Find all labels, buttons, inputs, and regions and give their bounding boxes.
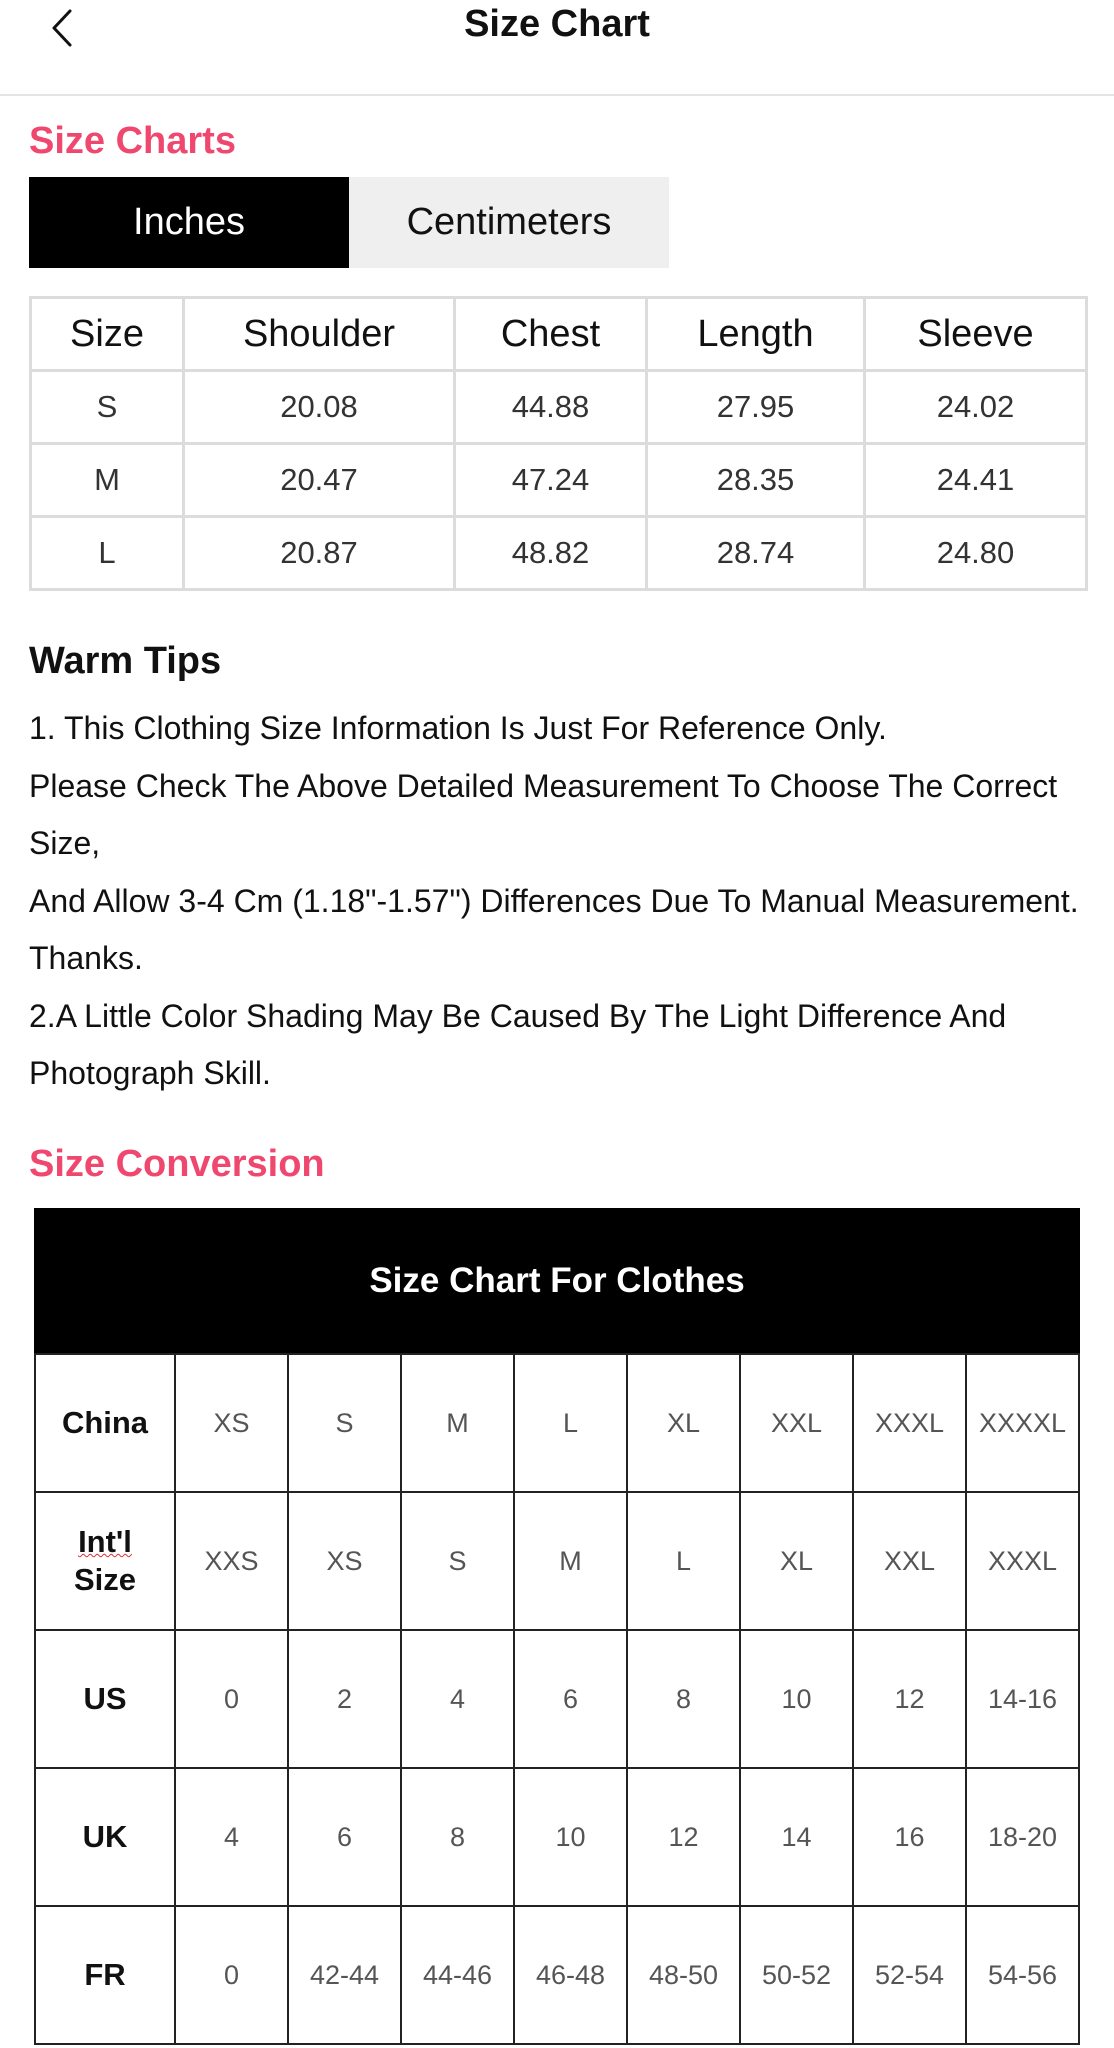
size-charts-title: Size Charts [29, 120, 236, 162]
warm-tips-title: Warm Tips [29, 640, 222, 682]
conversion-cell: 12 [627, 1768, 740, 1906]
conversion-table-title: Size Chart For Clothes [34, 1208, 1080, 1353]
length-cell: 28.35 [647, 444, 865, 517]
conversion-cell: 52-54 [853, 1906, 966, 2044]
conversion-cell: 44-46 [401, 1906, 514, 2044]
warm-tips-body [29, 700, 1089, 1103]
conversion-cell: 0 [175, 1630, 288, 1768]
unit-toggle [29, 177, 669, 268]
table-row [31, 444, 1087, 517]
conversion-cell: XS [175, 1354, 288, 1492]
conversion-cell: L [514, 1354, 627, 1492]
conversion-cell: 0 [175, 1906, 288, 2044]
table-row [35, 1906, 1079, 2044]
tip-line: Please Check The Above Detailed Measurement To Choose The Correct Size, [29, 767, 1058, 861]
conversion-cell: XXXL [966, 1492, 1079, 1630]
conversion-cell: 8 [401, 1768, 514, 1906]
intl-label-line2: Size [73, 1562, 137, 1597]
shoulder-cell: 20.87 [184, 517, 455, 590]
sleeve-cell: 24.02 [865, 371, 1087, 444]
conversion-cell: 54-56 [966, 1906, 1079, 2044]
chest-cell: 44.88 [455, 371, 647, 444]
length-cell: 28.74 [647, 517, 865, 590]
conversion-cell: 42-44 [288, 1906, 401, 2044]
conversion-cell: 48-50 [627, 1906, 740, 2044]
sleeve-cell: 24.41 [865, 444, 1087, 517]
conversion-cell: 46-48 [514, 1906, 627, 2044]
conversion-cell: S [401, 1492, 514, 1630]
conversion-cell: 12 [853, 1630, 966, 1768]
conversion-cell: 10 [514, 1768, 627, 1906]
table-row [35, 1492, 1079, 1630]
size-cell: S [31, 371, 184, 444]
conversion-cell: 16 [853, 1768, 966, 1906]
column-header: Length [647, 298, 865, 371]
length-cell: 27.95 [647, 371, 865, 444]
column-header: Sleeve [865, 298, 1087, 371]
conversion-cell: M [401, 1354, 514, 1492]
table-row [31, 371, 1087, 444]
table-row [35, 1630, 1079, 1768]
conversion-cell: 18-20 [966, 1768, 1079, 1906]
size-cell: M [31, 444, 184, 517]
row-label-fr: FR [35, 1906, 175, 2044]
size-cell: L [31, 517, 184, 590]
conversion-cell: 10 [740, 1630, 853, 1768]
intl-label-line1: Int'l [78, 1524, 132, 1559]
row-label-china: China [35, 1354, 175, 1492]
conversion-cell: L [627, 1492, 740, 1630]
conversion-cell: 6 [514, 1630, 627, 1768]
intl-size-label [74, 1523, 136, 1599]
conversion-cell: XXS [175, 1492, 288, 1630]
table-row [31, 517, 1087, 590]
conversion-cell: XXXXL [966, 1354, 1079, 1492]
conversion-cell: 14-16 [966, 1630, 1079, 1768]
conversion-cell: XS [288, 1492, 401, 1630]
page-title: Size Chart [464, 3, 650, 45]
chest-cell: 48.82 [455, 517, 647, 590]
conversion-cell: XL [740, 1492, 853, 1630]
conversion-cell: XXL [740, 1354, 853, 1492]
shoulder-cell: 20.08 [184, 371, 455, 444]
chest-cell: 47.24 [455, 444, 647, 517]
conversion-cell: S [288, 1354, 401, 1492]
size-conversion-chart [34, 1208, 1080, 2048]
header-bar [0, 0, 1114, 96]
row-label-us: US [35, 1630, 175, 1768]
tab-centimeters[interactable]: Centimeters [349, 177, 669, 268]
row-label-uk: UK [35, 1768, 175, 1906]
size-conversion-title: Size Conversion [29, 1143, 325, 1185]
tip-line: 1. This Clothing Size Information Is Just For Reference Only. [29, 710, 887, 746]
tab-inches[interactable]: Inches [29, 177, 349, 268]
conversion-cell: 2 [288, 1630, 401, 1768]
conversion-cell: XL [627, 1354, 740, 1492]
conversion-cell: 4 [175, 1768, 288, 1906]
conversion-cell: 4 [401, 1630, 514, 1768]
conversion-cell: 50-52 [740, 1906, 853, 2044]
conversion-cell: 14 [740, 1768, 853, 1906]
size-measurement-table [29, 296, 1088, 591]
conversion-cell: M [514, 1492, 627, 1630]
column-header: Shoulder [184, 298, 455, 371]
tip-line: 2.A Little Color Shading May Be Caused By The Light Difference And Photograph Skill. [29, 997, 1007, 1091]
conversion-cell: 6 [288, 1768, 401, 1906]
tip-line: And Allow 3-4 Cm (1.18"-1.57") Differences Due To Manual Measurement. Thanks. [29, 882, 1079, 976]
table-header-row [31, 298, 1087, 371]
column-header: Size [31, 298, 184, 371]
column-header: Chest [455, 298, 647, 371]
size-conversion-table [34, 1353, 1080, 2045]
row-label-intl-size [35, 1492, 175, 1630]
sleeve-cell: 24.80 [865, 517, 1087, 590]
conversion-cell: 8 [627, 1630, 740, 1768]
conversion-cell: XXXL [853, 1354, 966, 1492]
conversion-cell: XXL [853, 1492, 966, 1630]
table-row [35, 1768, 1079, 1906]
table-row [35, 1354, 1079, 1492]
shoulder-cell: 20.47 [184, 444, 455, 517]
